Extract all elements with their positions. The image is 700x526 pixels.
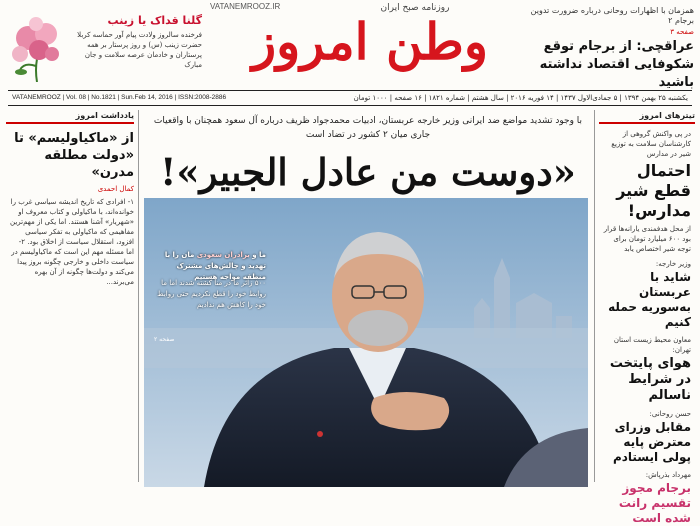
dateline-bar bbox=[8, 90, 692, 106]
masthead bbox=[0, 0, 700, 90]
pull-quote-1-pre: ما و bbox=[249, 251, 266, 259]
right-headline-1[interactable]: احتمال قطع شیر مدارس! bbox=[616, 161, 691, 220]
headlines-header: تیترهای امروز bbox=[599, 110, 695, 124]
tagline: روزنامه صبح ایران bbox=[380, 3, 450, 13]
kicker-4: حسن روحانی: bbox=[649, 410, 691, 418]
kicker-3: معاون محیط زیست استان تهران: bbox=[613, 336, 691, 354]
left-box-text: فرخنده سالروز ولادت پیام آور حماسه کربلا حضرت زینب (س) و روز پرستار بر همه پرستاران و خادمان عرصه سلامت و جان مبارک bbox=[77, 31, 202, 69]
pull-quote-page-ref: صفحه ۲ bbox=[154, 336, 175, 343]
teaser-page-ref: صفحه ۳ bbox=[670, 28, 694, 36]
right-headline-3[interactable]: هوای پایتخت در شرایط ناسالم bbox=[609, 356, 691, 403]
editorial-title[interactable]: از «ماکیاولیسم» تا «دولت مطلقه مدرن» bbox=[14, 131, 134, 180]
editorial-header: یادداشت امروز bbox=[6, 110, 134, 124]
kicker-1: در پی واکنش گروهی از کارشناسان سلامت به توزیع شیر در مدارس bbox=[611, 130, 691, 158]
editorial-body: ۱- افرادی که تاریخ اندیشه سیاسی غرب را خوانده‌اند، با ماکیاولی و کتاب معروف او «شهریار» آشنا هستند. اما یکی از مهم‌ترین مفاهیمی که ماکیاولی به تفکر سیاسی افزود، استقلال سیاست از اخلاق بود. ۲- اما مسئله مهم این است که ماکیاولیسم در سیاست داخلی و خارجی چگونه بروز پیدا می‌کند و دولت‌ها چگونه از آن بهره می‌برند... bbox=[10, 198, 134, 286]
right-headline-2[interactable]: شاید با عربستان به‌سوریه حمله کنیم bbox=[608, 270, 691, 329]
left-box-title: گلنا قداک یا زینب bbox=[107, 14, 202, 27]
kicker-2: وزیر خارجه: bbox=[655, 260, 691, 268]
website-url[interactable]: VATANEMROOZ.IR bbox=[210, 2, 281, 11]
top-right-headline[interactable]: عراقچی: از برجام توقع شکوفایی اقتصاد نداشته باشید bbox=[539, 39, 694, 90]
flower-icon bbox=[6, 14, 68, 82]
pull-quote-1-highlight: برادران سعودی bbox=[196, 251, 250, 259]
top-right-teaser: همزمان با اظهارات روحانی درباره ضرورت تدوین برجام ۲ bbox=[530, 6, 694, 25]
newspaper-logo: وطن امروز bbox=[252, 12, 488, 71]
pull-quote-1-post: مان را با تهدید و چالش‌های مشترک منطقه مواجه هستیم bbox=[164, 251, 266, 281]
pull-quote-2: ۵۰۰ زائر ما در منا کشته شدند اما ما روابط خود را قطع نکردیم حتی روابط خود را کاهش هم ندادیم bbox=[157, 279, 266, 309]
right-headline-5[interactable]: برجام مجوز تقسیم رانت شده است bbox=[618, 481, 691, 525]
dateline-persian: یکشنبه ۲۵ بهمن ۱۳۹۴ | ۵ جمادی‌الاول ۱۴۳۷ | ۱۴ فوریه ۲۰۱۶ | سال هشتم | شماره ۱۸۲۱ | ۱۶ صفحه | ۱۰۰۰ تومان bbox=[353, 94, 688, 102]
editorial-column bbox=[6, 110, 139, 482]
minister-photo bbox=[144, 198, 588, 487]
right-headline-4[interactable]: مقابل وزرای معترض پایه پولی ایستادم bbox=[612, 420, 691, 464]
main-headline[interactable]: «دوست من عادل الجبیر»! bbox=[160, 150, 576, 194]
editorial-author: کمال احمدی bbox=[97, 185, 134, 193]
dateline-english: VATANEMROOZ | Vol. 08 | No.1821 | Sun.Feb 14, 2016 | ISSN:2008-2886 bbox=[12, 94, 227, 101]
kicker-5: مهرداد بذرپاش: bbox=[645, 471, 691, 479]
lead-paragraph: با وجود تشدید مواضع ضد ایرانی وزیر خارجه عربستان، ادبیات محمدجواد ظریف درباره آل سعود همچنان با واقعیات جاری میان ۲ کشور در تضاد است bbox=[153, 116, 583, 140]
right-body-1: از محل هدفمندی یارانه‌ها قرار بود ۶۰۰ میلیارد تومان برای توجه شیر اختصاص یابد bbox=[603, 225, 691, 253]
headlines-column bbox=[594, 110, 695, 525]
